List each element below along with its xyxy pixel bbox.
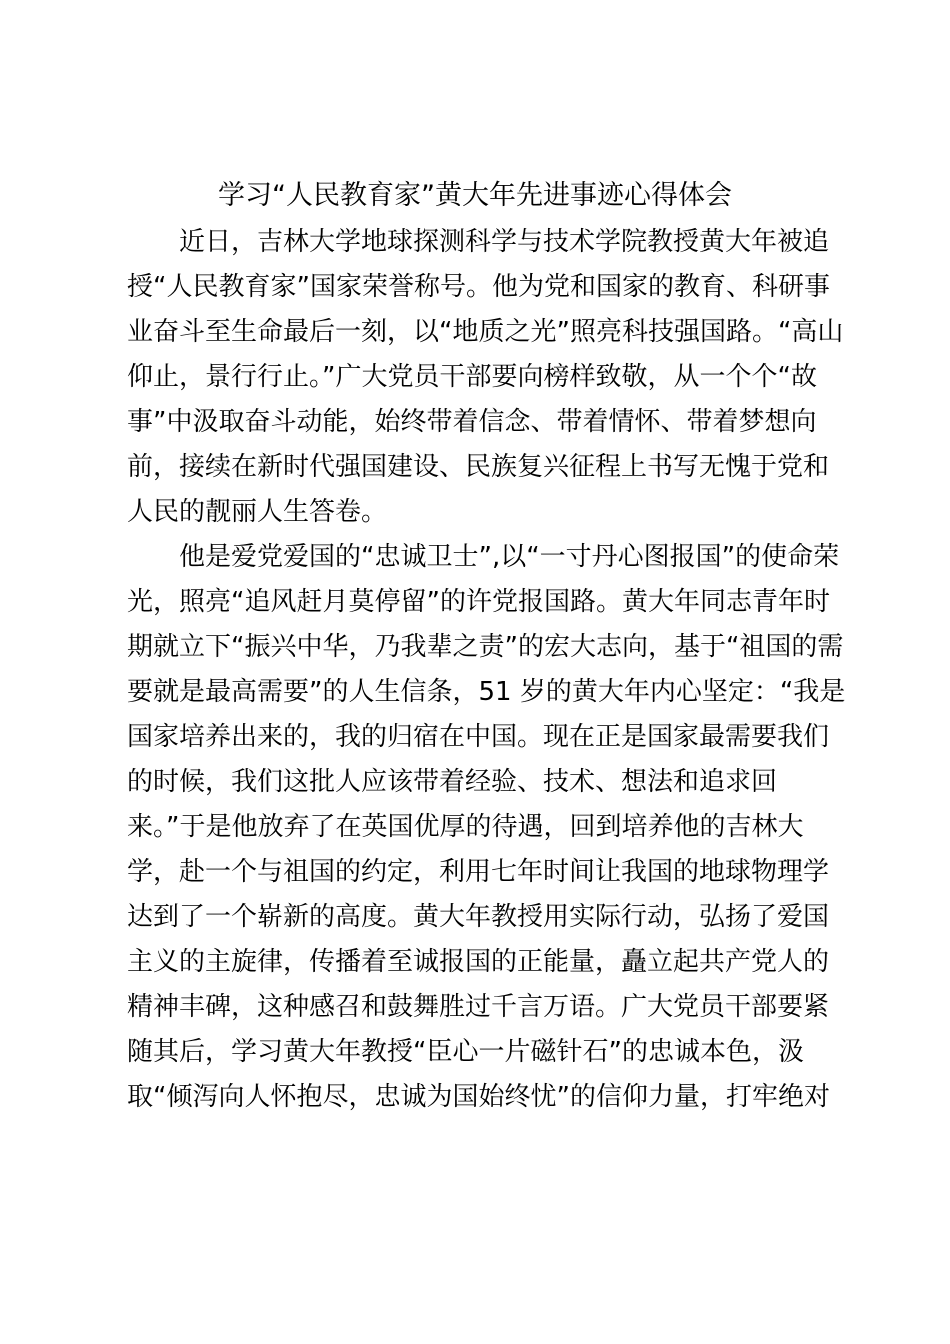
paragraph-line: 他是爱党爱国的“忠诚卫士”,以“一寸丹心图报国”的使命荣 — [179, 542, 840, 572]
paragraph-line: 精神丰碑，这种感召和鼓舞胜过千言万语。广大党员干部要紧 — [127, 992, 830, 1022]
paragraph-line: 授“人民教育家”国家荣誉称号。他为党和国家的教育、科研事 — [127, 272, 830, 302]
paragraph-1 — [127, 220, 847, 535]
paragraph-line: 达到了一个崭新的高度。黄大年教授用实际行动，弘扬了爱国 — [127, 902, 830, 932]
paragraph-line: 学，赴一个与祖国的约定，利用七年时间让我国的地球物理学 — [127, 857, 830, 887]
paragraph-line: 前，接续在新时代强国建设、民族复兴征程上书写无愧于党和 — [127, 452, 830, 482]
paragraph-line: 期就立下“振兴中华，乃我辈之责”的宏大志向，基于“祖国的需 — [127, 632, 844, 662]
paragraph-line — [127, 1120, 847, 1165]
paragraph-line: 取“倾泻向人怀抱尽，忠诚为国始终忧”的信仰力量，打牢绝对 — [127, 1082, 830, 1112]
paragraph-2 — [127, 535, 847, 1165]
paragraph-line: 来。”于是他放弃了在英国优厚的待遇，回到培养他的吉林大 — [127, 812, 804, 842]
paragraph-line: 近日，吉林大学地球探测科学与技术学院教授黄大年被追 — [179, 227, 830, 257]
paragraph-line: 事”中汲取奋斗动能，始终带着信念、带着情怀、带着梦想向 — [127, 407, 817, 437]
paragraph-line: 要就是最高需要”的人生信条，51 岁的黄大年内心坚定：“我是 — [127, 677, 846, 707]
paragraph-line: 仰止，景行行止。”广大党员干部要向榜样致敬，从一个个“故 — [127, 362, 817, 392]
paragraph-line: 业奋斗至生命最后一刻，以“地质之光”照亮科技强国路。“高山 — [127, 317, 844, 347]
paragraph-line: 人民的靓丽人生答卷。 — [127, 497, 388, 527]
paragraph-line: 国家培养出来的，我的归宿在中国。现在正是国家最需要我们 — [127, 722, 830, 752]
paragraph-line: 的时候，我们这批人应该带着经验、技术、想法和追求回 — [127, 767, 778, 797]
paragraph-line: 随其后，学习黄大年教授“臣心一片磁针石”的忠诚本色，汲 — [127, 1037, 804, 1067]
paragraph-line: 光，照亮“追风赶月莫停留”的许党报国路。黄大年同志青年时 — [127, 587, 830, 617]
document-title: 学习“人民教育家”黄大年先进事迹心得体会 — [218, 180, 732, 211]
paragraph-line: 主义的主旋律，传播着至诚报国的正能量，矗立起共产党人的 — [127, 947, 830, 977]
